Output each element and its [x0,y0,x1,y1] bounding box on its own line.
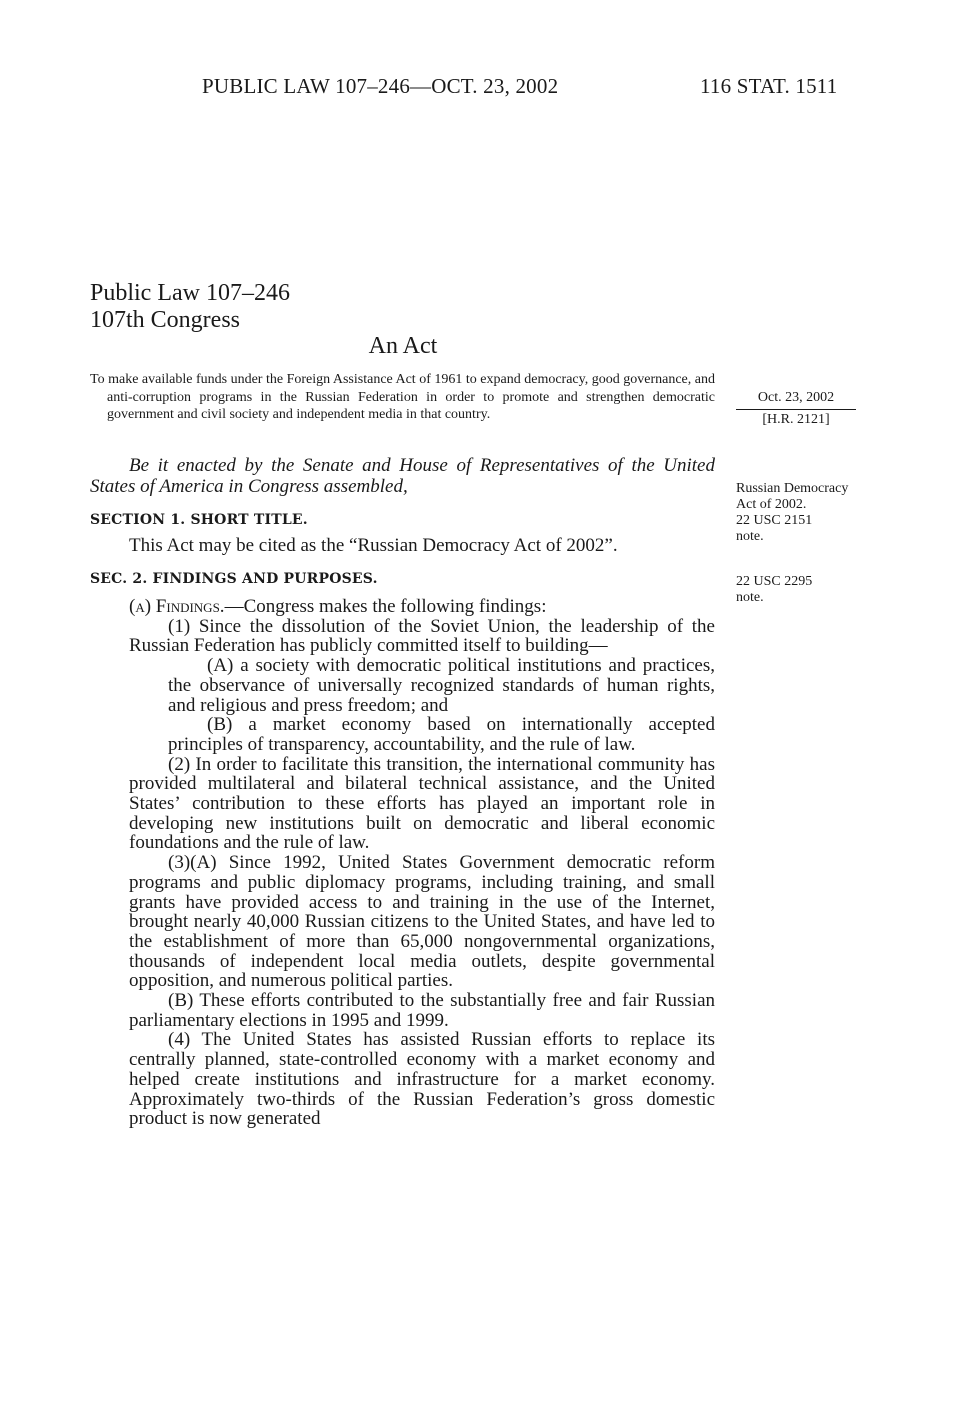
findings-label: (a) Findings. [129,596,225,617]
sidenote-short-title [736,481,866,545]
purpose-text: To make available funds under the Foreign Assistance Act of 1961 to expand democracy, good governance, and anti-corruption programs in the Russian Federation in order to promote and strengthen democratic government and civil society and independent media in that country. [90,372,715,422]
sidenote-note-1: note. [736,529,764,544]
section-1-heading: SECTION 1. SHORT TITLE. [90,512,308,528]
section-2-heading: SEC. 2. FINDINGS AND PURPOSES. [90,571,378,587]
finding-1: (1) Since the dissolution of the Soviet Union, the leadership of the Russian Federation has publicly committed itself to building— [129,615,715,657]
findings-intro [129,597,715,617]
section-1-text: This Act may be cited as the “Russian Democracy Act of 2002”. [129,535,618,556]
finding-1b: (B) a market economy based on internationally accepted principles of transparency, accountability, and the rule of law. [168,714,715,755]
sidenote-date: Oct. 23, 2002 [757,390,835,405]
sidenote-usc-2151: 22 USC 2151 [736,513,813,528]
sidenote-act-name: Russian Democracy Act of 2002. [736,481,849,512]
sidenote-note-2: note. [736,590,764,605]
running-header-page: 116 STAT. 1511 [700,74,838,98]
sidenote-bill-number: [H.R. 2121] [762,412,830,427]
finding-3a: (3)(A) Since 1992, United States Government democratic reform programs and public diplomacy programs, including training, and small grants have provided access to and training in the use of the Internet, brought nearly 40,000 Russian citizens to the United States, and have led to the establishment of more than 65,000 nongovernmental organizations, thousands of independent local media outlets, despite governmental opposition, and numerous political parties. [129,852,715,992]
running-header-left: PUBLIC LAW 107–246—OCT. 23, 2002 [202,74,559,98]
sidenote-findings [736,574,866,606]
findings-intro-text: —Congress makes the following findings: [224,596,547,617]
public-law-number: Public Law 107–246 [90,280,290,306]
finding-2: (2) In order to facilitate this transition, the international community has provided multilateral and bilateral technical assistance, and the United States’ contribution to these efforts has played an important role in developing new institutions built on democratic and liberal economic foundations and the rule of law. [129,753,715,854]
act-title: An Act [368,333,438,359]
sidenote-divider [736,409,856,410]
finding-4: (4) The United States has assisted Russian efforts to replace its centrally planned, state-controlled economy with a market economy and helped create institutions and infrastructure for a market economy. Approximately two-thirds of the Russian Federation’s gross domestic product is now generated [129,1029,715,1130]
sidenote-usc-2295: 22 USC 2295 [736,574,813,589]
finding-3b: (B) These efforts contributed to the substantially free and fair Russian parliamentary elections in 1995 and 1999. [129,990,715,1031]
congress-number: 107th Congress [90,307,240,333]
finding-1a: (A) a society with democratic political institutions and practices, the observance of universally recognized standards of human rights, and religious and press freedom; and [168,655,715,716]
purpose-statement [90,371,715,424]
enacting-clause: Be it enacted by the Senate and House of Representatives of the United States of America in Congress assembled, [90,455,715,497]
section-2-body [129,597,715,1129]
law-title-block [90,280,290,334]
